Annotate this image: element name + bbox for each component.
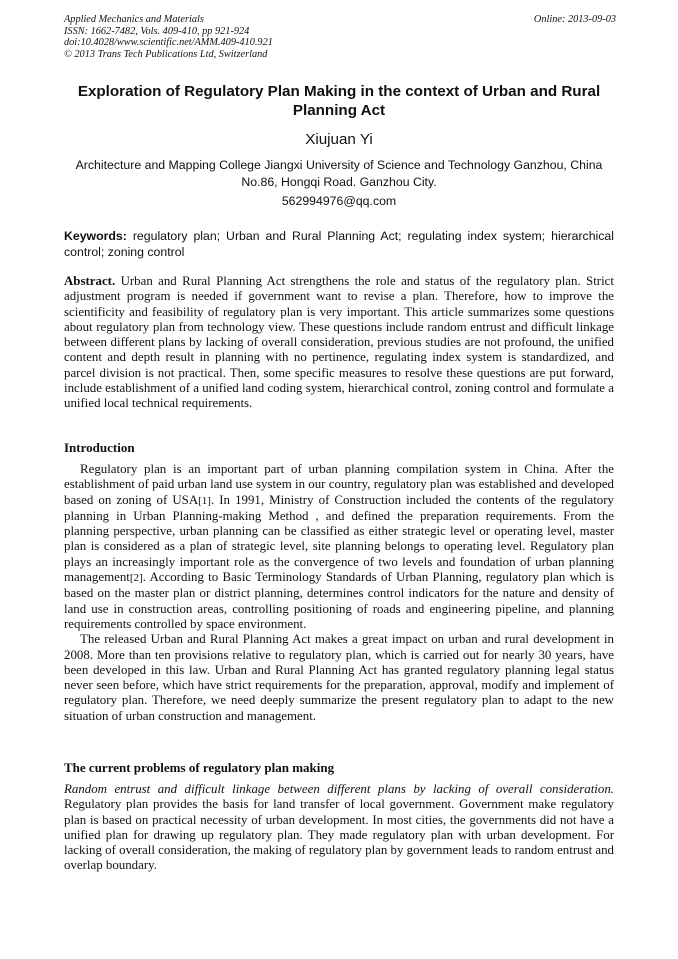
introduction-paragraph-1: Regulatory plan is an important part of urban planning compilation system in China. After the establishment of paid urban land use system in our country, regulatory plan was established and developed based on zoning of USA[1]. In 1991, Ministry of Construction included the contents of the regulatory planning in Urban Planning-making Method , and defined the preparation requirements. From the planning perspective, urban planning can be classified as either strategic level or operating level, master plan is considered as a plan of strategic level, site planning belongs to operating level. Regulatory plan plays an increasingly important role as the convergence of two levels and foundation of urban planning management[2]. According to Basic Terminology Standards of Urban Planning, regulatory plan which is based on the master plan or district planning, determines control indicators for the nature and density of land use in construction areas, controlling positioning of roads and engineering pipeline, and planning requirements controlled by space environment. <box>64 462 614 631</box>
keywords <box>64 228 614 260</box>
journal-name: Applied Mechanics and Materials <box>64 14 204 25</box>
citation-ref-1[interactable]: [1] <box>198 494 211 507</box>
author-affiliation: Architecture and Mapping College Jiangxi University of Science and Technology Ganzhou, China No.86, Hongqi Road. Ganzhou City. <box>75 158 603 189</box>
abstract-label: Abstract. <box>64 274 116 288</box>
author-name: Xiujuan Yi <box>305 131 373 148</box>
current-problems-body <box>64 782 614 874</box>
current-problems-text: Regulatory plan provides the basis for land transfer of local government. Government make regulatory plan is based on practical necessity of urban development. In most cities, the governments did not have a unified plan for drawing up regulatory plan. They made regulatory plan with urban development. For lacking of overall consideration, the making of regulatory plan by government leads to random entrust and overlap boundary. <box>64 797 614 873</box>
author-email[interactable]: 562994976@qq.com <box>281 194 397 208</box>
keywords-label: Keywords: <box>64 229 127 243</box>
introduction-heading: Introduction <box>64 440 135 455</box>
current-problems-subheading: Random entrust and difficult linkage between different plans by lacking of overall consideration. <box>64 782 614 796</box>
abstract-text: Urban and Rural Planning Act strengthens the role and status of the regulatory plan. Strict adjustment program is needed if government want to revise a plan. Therefore, how to improve the scientificity and feasibility of regulatory plan is very important. This article summarizes some questions about regulatory plan from technology view. These questions include random entrust and difficult linkage between different plans by lacking of overall consideration, previous studies are not profound, the unified content and depth result in planning with no pertinence, regulating index system is standardized, and parcel division is not practical. Then, some specific measures to resolve these questions are put forward, include establishment of a unified land coding system, hierarchical control, zoning control and formulate a unified local technical requirements. <box>64 274 614 411</box>
introduction-paragraph-2: The released Urban and Rural Planning Act makes a great impact on urban and rural development in 2008. More than ten provisions relative to regulatory plan, which is carried out for nearly 30 years, have been developed in this law. Urban and Rural Planning Act has granted regulatory planning legal status never seen before, which have strict requirements for the preparation, approval, modify and implement of regulatory plan. Therefore, we need deeply summarize the present regulatory plan to adapt to the new situation of urban construction and management. <box>64 632 614 723</box>
introduction-body <box>64 462 614 724</box>
current-problems-heading: The current problems of regulatory plan making <box>64 760 335 775</box>
citation-ref-2[interactable]: [2] <box>129 572 143 585</box>
journal-header <box>64 14 616 60</box>
journal-doi: doi:10.4028/www.scientific.net/AMM.409-410.921 <box>64 37 273 48</box>
online-date: Online: 2013-09-03 <box>533 14 616 25</box>
abstract <box>64 274 614 412</box>
keywords-text: regulatory plan; Urban and Rural Planning Act; regulating index system; hierarchical control; zoning control <box>64 229 614 259</box>
paper-title: Exploration of Regulatory Plan Making in the context of Urban and Rural Planning Act <box>77 83 601 119</box>
journal-issn: ISSN: 1662-7482, Vols. 409-410, pp 921-924 <box>64 25 250 37</box>
journal-copyright: © 2013 Trans Tech Publications Ltd, Switzerland <box>64 48 268 60</box>
